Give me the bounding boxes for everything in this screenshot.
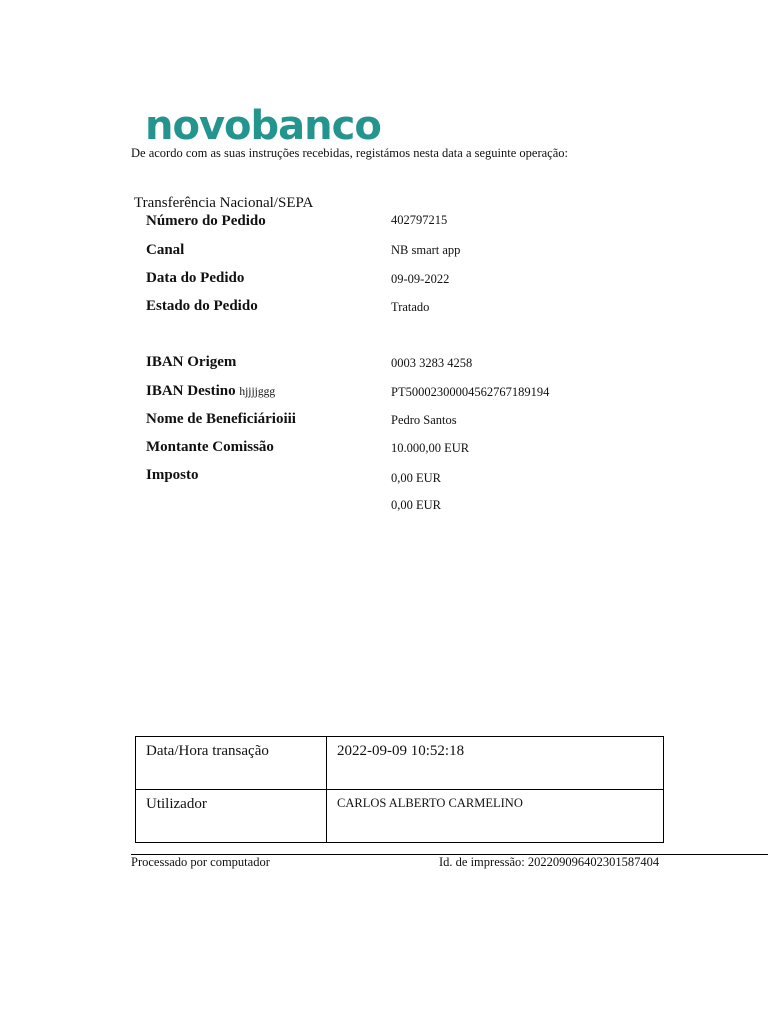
beneficiario-value: Pedro Santos xyxy=(391,413,457,427)
iban-destino-extra: hjjjjggg xyxy=(239,386,276,398)
user-label: Utilizador xyxy=(136,790,327,843)
iban-origem-label: IBAN Origem xyxy=(146,354,237,370)
iban-destino-label-text: IBAN Destino xyxy=(146,383,236,399)
montante-comissao-label: Montante Comissão xyxy=(146,439,274,455)
data-pedido-value: 09-09-2022 xyxy=(391,272,450,286)
footer-print-id: Id. de impressão: 202209096402301587404 xyxy=(439,855,660,869)
iban-origem-value: 0003 3283 4258 xyxy=(391,356,473,370)
intro-text: De acordo com as suas instruções recebidas, registámos nesta data a seguinte operação: xyxy=(131,146,568,160)
imposto-label: Imposto xyxy=(146,467,199,483)
user-row xyxy=(136,790,664,843)
iban-destino-value: PT50002300004562767189194 xyxy=(391,385,550,399)
montante-comissao-value: 10.000,00 EUR xyxy=(391,441,470,455)
canal-value: NB smart app xyxy=(391,243,461,257)
footer-processed: Processado por computador xyxy=(131,855,270,869)
canal-label: Canal xyxy=(146,242,185,258)
beneficiario-label: Nome de Beneficiárioiii xyxy=(146,411,296,427)
imposto-value: 0,00 EUR xyxy=(391,471,441,485)
estado-pedido-value: Tratado xyxy=(391,300,430,314)
datetime-value: 2022-09-09 10:52:18 xyxy=(327,737,664,790)
data-pedido-label: Data do Pedido xyxy=(146,270,245,286)
estado-pedido-label: Estado do Pedido xyxy=(146,298,258,314)
datetime-label: Data/Hora transação xyxy=(136,737,327,790)
numero-pedido-value: 402797215 xyxy=(391,213,448,227)
operation-type: Transferência Nacional/SEPA xyxy=(134,195,314,211)
extra-value: 0,00 EUR xyxy=(391,498,441,512)
novobanco-logo: novobanco xyxy=(145,103,381,149)
user-value: CARLOS ALBERTO CARMELINO xyxy=(327,790,664,843)
transaction-table xyxy=(135,736,664,843)
iban-destino-label xyxy=(146,383,275,400)
numero-pedido-label: Número do Pedido xyxy=(146,213,266,229)
datetime-row xyxy=(136,737,664,790)
